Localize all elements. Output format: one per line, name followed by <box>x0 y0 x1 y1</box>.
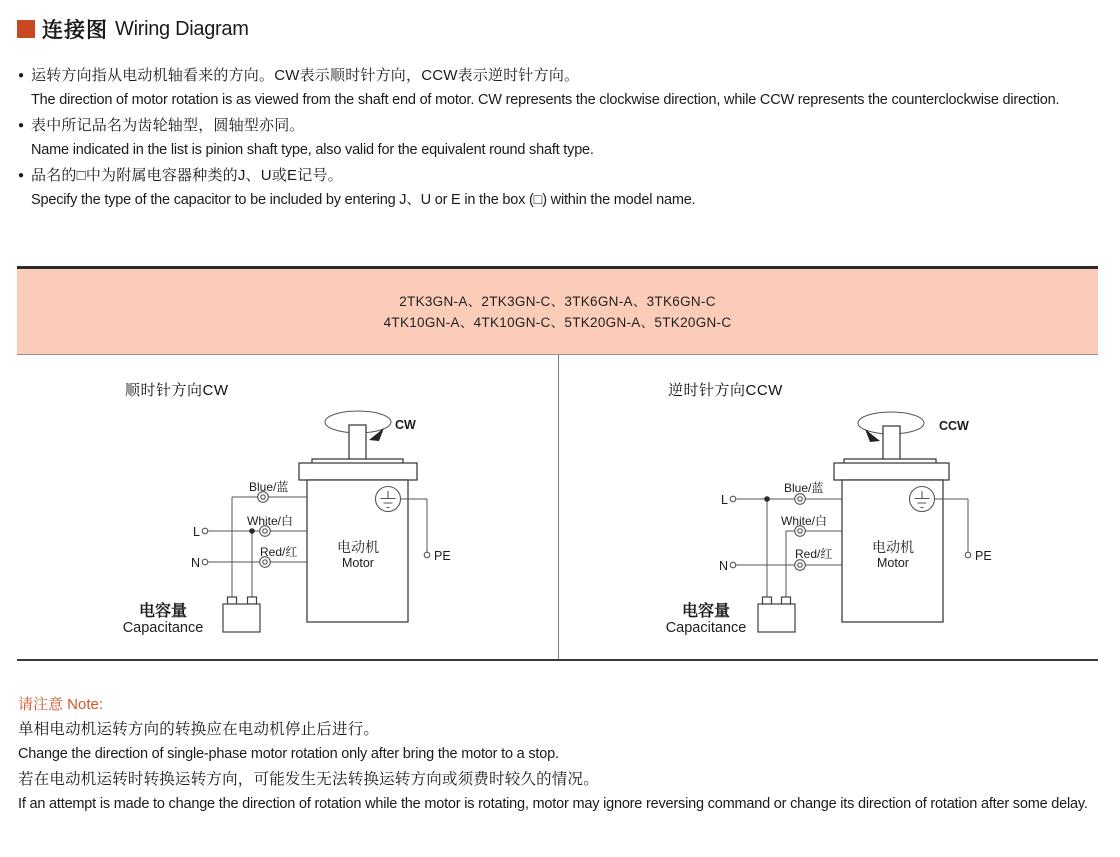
capacitance-label-en: Capacitance <box>665 620 747 636</box>
wire-white-label: White/白 <box>247 514 294 528</box>
list-item <box>20 163 1104 213</box>
model-names-banner <box>17 266 1098 355</box>
wire-white-label: White/白 <box>781 514 828 528</box>
capacitance-label-en: Capacitance <box>122 620 204 636</box>
ccw-diagram-panel <box>559 355 1098 659</box>
terminal-pe-label: PE <box>434 549 451 563</box>
note-heading: 请注意 Note: <box>18 696 104 713</box>
terminal-n-label: N <box>190 556 200 570</box>
model-names-line2: 4TK10GN-A、4TK10GN-C、5TK20GN-A、5TK20GN-C <box>383 314 732 330</box>
terminal-l-label: L <box>193 525 200 539</box>
section-marker-icon <box>17 20 35 38</box>
note-text-zh: 单相电动机运转方向的转换应在电动机停止后进行。 <box>18 721 380 738</box>
cw-motor-body <box>299 425 417 622</box>
capacitor-symbol <box>758 597 795 632</box>
bullet-text-en: Name indicated in the list is pinion shaft type, also valid for the equivalent round shaft type. <box>31 142 594 158</box>
terminal-n-label: N <box>718 559 728 573</box>
ccw-wiring-diagram <box>559 355 1098 659</box>
bullet-text-en: Specify the type of the capacitor to be included by entering J、U or E in the box (□) within the model name. <box>31 192 696 208</box>
cw-diagram-panel <box>17 355 558 659</box>
bullet-text-zh: ● 运转方向指从电动机轴看来的方向。CW表示顺时针方向，CCW表示逆时针方向。 <box>20 63 1104 88</box>
junction-dot <box>764 496 770 502</box>
cw-motor-label-zh: 电动机 <box>337 539 379 555</box>
page-title <box>17 14 249 44</box>
note-text-en: If an attempt is made to change the direction of rotation while the motor is rotating, motor may ignore reversing command or change its direction of rotation after some delay. <box>18 796 1088 812</box>
terminal-pe-label: PE <box>975 549 992 563</box>
cw-panel-title: 顺时针方向CW <box>125 382 229 399</box>
caution-note <box>18 692 1104 817</box>
ccw-motor-body <box>834 426 949 622</box>
junction-dot <box>249 528 255 534</box>
list-item <box>20 63 1104 113</box>
note-text-zh: 若在电动机运转时转换运转方向，可能发生无法转换运转方向或须费时较久的情况。 <box>18 771 599 788</box>
terminal-l-label: L <box>721 493 728 507</box>
model-names-line1: 2TK3GN-A、2TK3GN-C、3TK6GN-A、3TK6GN-C <box>399 293 716 309</box>
bullet-text-en: The direction of motor rotation is as viewed from the shaft end of motor. CW represents the clockwise direction, while CCW represents the counterclockwise direction. <box>31 92 1060 108</box>
wire-blue-label: Blue/蓝 <box>784 481 824 495</box>
page-title-zh: 连接图 <box>42 19 108 42</box>
ccw-motor-label-zh: 电动机 <box>872 539 914 555</box>
wire-red-label: Red/红 <box>260 545 298 559</box>
ground-symbol-icon <box>910 487 935 512</box>
ccw-panel-title: 逆时针方向CCW <box>668 382 783 399</box>
ccw-motor-label-en: Motor <box>877 556 909 570</box>
list-item <box>20 113 1104 163</box>
bullet-text-zh: ● 表中所记品名为齿轮轴型，圆轴型亦同。 <box>20 113 1104 138</box>
wiring-diagrams-section <box>17 355 1098 661</box>
ground-symbol-icon <box>376 487 401 512</box>
bullet-text-zh: ● 品名的□中为附属电容器种类的J、U或E记号。 <box>20 163 1104 188</box>
wire-blue-label: Blue/蓝 <box>249 480 289 494</box>
cw-wiring-diagram <box>17 355 558 659</box>
cw-motor-label-en: Motor <box>342 556 374 570</box>
cw-rotation-label: CW <box>395 418 416 432</box>
intro-notes-list <box>20 63 1104 213</box>
note-text-en: Change the direction of single-phase motor rotation only after bring the motor to a stop. <box>18 746 559 762</box>
page-title-en: Wiring Diagram <box>115 17 249 40</box>
capacitance-label-zh: 电容量 <box>681 603 731 620</box>
capacitance-label-zh: 电容量 <box>138 603 188 620</box>
ccw-rotation-label: CCW <box>939 419 969 433</box>
capacitor-symbol <box>223 597 260 632</box>
wire-red-label: Red/红 <box>795 547 833 561</box>
